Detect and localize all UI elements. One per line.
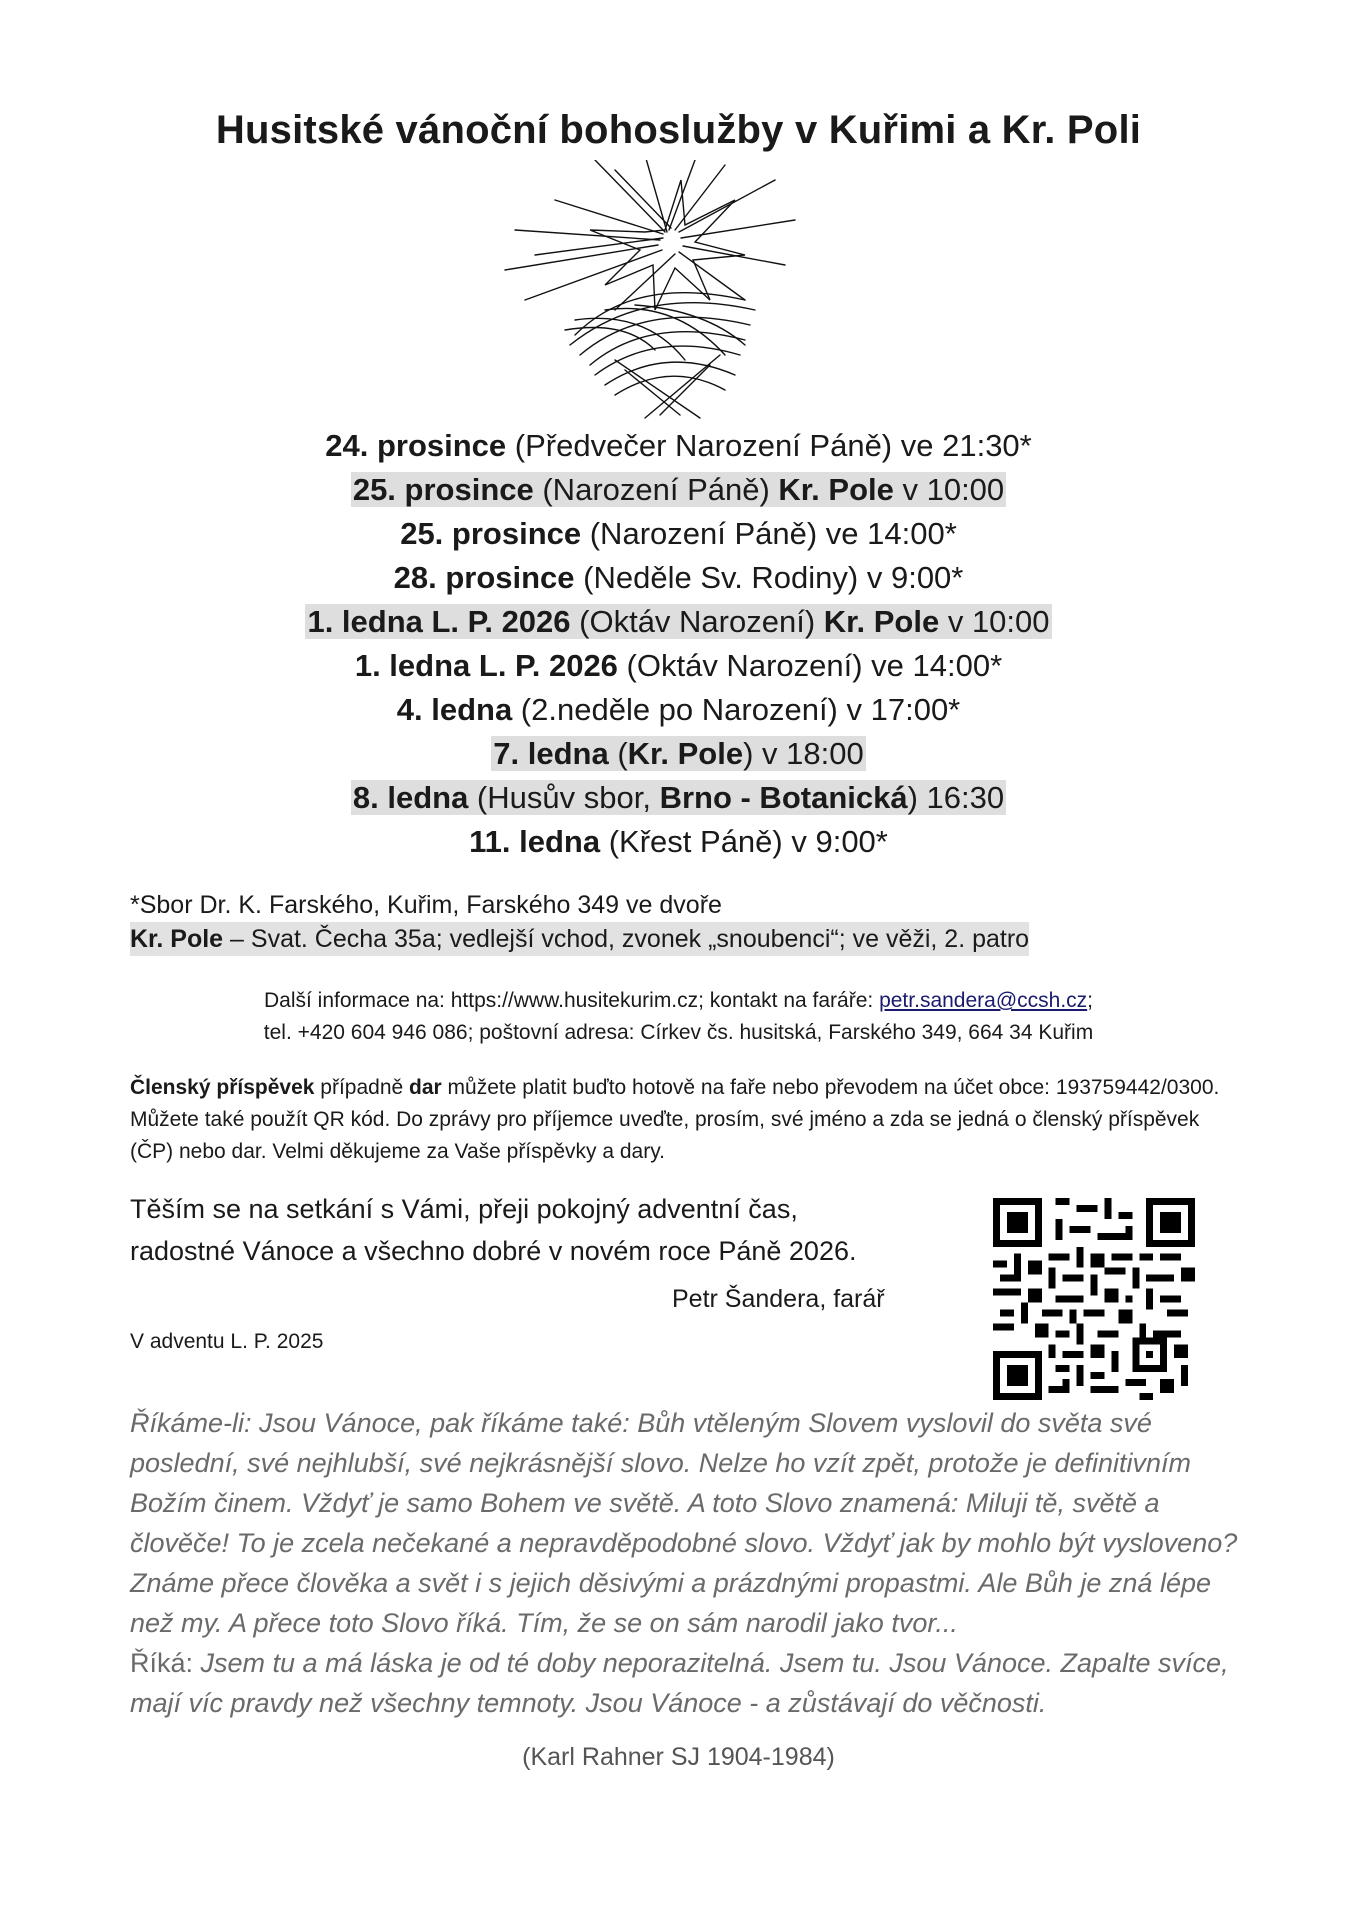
schedule-date: 8. ledna (352, 780, 469, 815)
schedule-date: 1. ledna L. P. 2026 (354, 648, 618, 683)
schedule-row (0, 468, 1357, 512)
schedule-time: ) 16:30 (907, 780, 1005, 815)
schedule-row (0, 776, 1357, 820)
location-notes (130, 888, 1029, 956)
fee-bold-1: Členský příspěvek (130, 1076, 315, 1099)
quote-author: (Karl Rahner SJ 1904-1984) (522, 1743, 835, 1771)
schedule-place: Brno - Botanická (659, 780, 908, 815)
email-link[interactable]: petr.sandera@ccsh.cz (879, 989, 1088, 1012)
schedule-desc: ( (608, 736, 628, 771)
quote-lead: Říká: (130, 1648, 194, 1678)
schedule-row (0, 820, 1357, 864)
schedule-date: 11. ledna (469, 824, 601, 859)
page-title: Husitské vánoční bohoslužby v Kuřimi a Kr. Poli (215, 108, 1142, 152)
contact-info (0, 985, 1357, 1049)
schedule-desc: (Předvečer Narození Páně) ve 21:30* (506, 428, 1032, 463)
schedule-desc: (Oktáv Narození) ve 14:00* (617, 648, 1003, 683)
schedule-desc: (Křest Páně) v 9:00* (600, 824, 888, 859)
schedule-date: 4. ledna (396, 692, 513, 727)
letter-date: V adventu L. P. 2025 (130, 1330, 324, 1353)
info-prefix: Další informace na: (263, 989, 451, 1012)
schedule-desc: (2.neděle po Narození) v 17:00* (512, 692, 961, 727)
fee-text-1: případně (314, 1076, 410, 1099)
pole-label: Kr. Pole (130, 925, 224, 953)
quote-text: Jsem tu a má láska je od té doby neporazitelná. Jsem tu. Jsou Vánoce. Zapalte svíce, mají víc pravdy než všechny temnoty. Jsou Vánoce - a zůstávají do věčnosti. (130, 1648, 1229, 1718)
qr-code-icon (993, 1198, 1195, 1400)
fee-text-2: můžete platit buďto hotově na faře nebo převodem na účet obce: 193759442/0300. Můžete také použít QR kód. Do zprávy pro příjemce uveďte, prosím, své jméno a zda se jedná o členský příspěvek (ČP) nebo dar. Velmi děkujeme za Vaše příspěvky a dary. (130, 1076, 1220, 1163)
schedule-row (0, 644, 1357, 688)
schedule-date: 28. prosince (393, 560, 575, 595)
contact-line-1 (0, 985, 1357, 1017)
schedule-desc: (Narození Páně) (533, 472, 779, 507)
schedule-date: 24. prosince (325, 428, 507, 463)
schedule-desc: (Husův sbor, (468, 780, 660, 815)
contact-prefix: ; kontakt na faráře: (698, 989, 880, 1012)
schedule-date: 7. ledna (493, 736, 609, 771)
schedule-row (0, 732, 1357, 776)
schedule-date: 25. prosince (352, 472, 534, 507)
schedule-place: Kr. Pole (627, 736, 744, 771)
quote-paragraph-2 (130, 1643, 1245, 1723)
schedule-date: 1. ledna L. P. 2026 (307, 604, 571, 639)
greeting (130, 1188, 856, 1272)
kurim-note: *Sbor Dr. K. Farského, Kuřim, Farského 349 ve dvoře (130, 891, 722, 919)
signature: Petr Šandera, farář (672, 1285, 885, 1313)
schedule-desc: (Narození Páně) ve 14:00* (581, 516, 957, 551)
website-link[interactable]: https://www.husitekurim.cz (450, 989, 699, 1012)
schedule-desc: (Oktáv Narození) (570, 604, 824, 639)
schedule-place: Kr. Pole (823, 604, 940, 639)
schedule-time: ) v 18:00 (743, 736, 864, 771)
greeting-line-2: radostné Vánoce a všechno dobré v novém roce Páně 2026. (130, 1236, 857, 1266)
contact-line-2: tel. +420 604 946 086; poštovní adresa: Církev čs. husitská, Farského 349, 664 34 Kuřim (263, 1021, 1094, 1044)
service-schedule (0, 424, 1357, 864)
fee-bold-2: dar (409, 1076, 442, 1099)
schedule-row (0, 600, 1357, 644)
info-end: ; (1087, 989, 1094, 1012)
greeting-line-1: Těším se na setkání s Vámi, přeji pokojný adventní čas, (130, 1194, 798, 1224)
schedule-row (0, 424, 1357, 468)
schedule-row (0, 512, 1357, 556)
schedule-time: v 10:00 (893, 472, 1005, 507)
membership-fee-paragraph (130, 1072, 1240, 1168)
rahner-quote (130, 1403, 1245, 1723)
schedule-place: Kr. Pole (778, 472, 894, 507)
schedule-desc: (Neděle Sv. Rodiny) v 9:00* (574, 560, 964, 595)
schedule-time: v 10:00 (939, 604, 1050, 639)
pole-note (130, 922, 1029, 956)
quote-paragraph-1: Říkáme-li: Jsou Vánoce, pak říkáme také: Bůh vtěleným Slovem vyslovil do světa své poslední, své nejhlubší, své nejkrásnější slovo. Nelze ho vzít zpět, protože je definitivním Božím činem. Vždyť je samo Bohem ve světě. A toto Slovo znamená: Miluji tě, světě a člověče! To je zcela nečekané a nepravděpodobné slovo. Vždyť jak by mohlo být vysloveno? Známe přece člověka a svět i s jejich děsivými a prázdnými propastmi. Ale Bůh je zná lépe než my. A přece toto Slovo říká. Tím, že se on sám narodil jako tvor... (130, 1408, 1238, 1638)
schedule-date: 25. prosince (400, 516, 582, 551)
schedule-row (0, 688, 1357, 732)
christmas-star-manger-icon (495, 160, 835, 420)
schedule-row (0, 556, 1357, 600)
pole-text: – Svat. Čecha 35a; vedlejší vchod, zvonek „snoubenci“; ve věži, 2. patro (223, 925, 1030, 953)
